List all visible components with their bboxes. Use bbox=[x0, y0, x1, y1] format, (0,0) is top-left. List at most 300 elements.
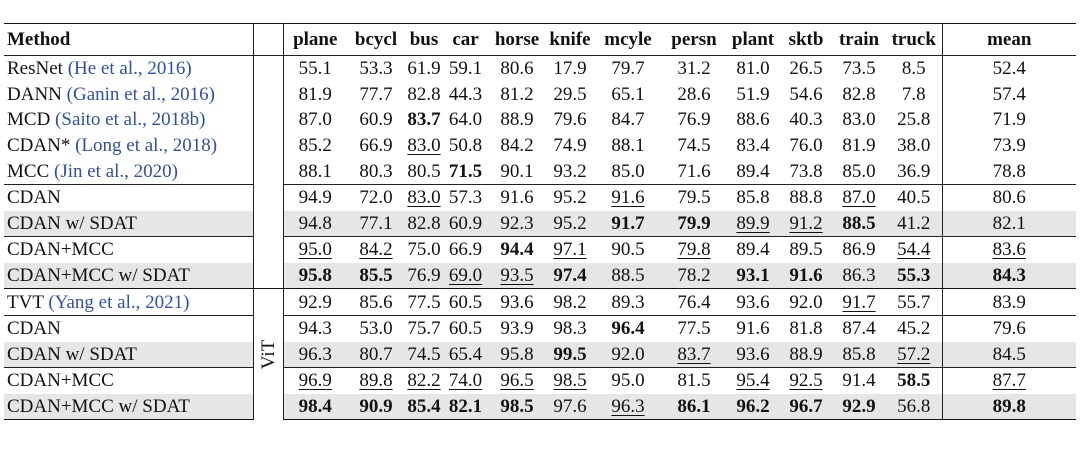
results-table bbox=[4, 23, 1076, 420]
score-cell-mcyle bbox=[594, 394, 662, 420]
score-cell-plant bbox=[726, 133, 780, 159]
score-value: 74.0 bbox=[448, 370, 483, 392]
score-value: 83.0 bbox=[407, 187, 441, 209]
score-value: 57.2 bbox=[897, 343, 931, 365]
score-cell-bcycl bbox=[347, 342, 405, 368]
score-cell-bcycl bbox=[347, 56, 405, 82]
score-cell-truck bbox=[886, 56, 942, 82]
table-row bbox=[4, 56, 1076, 82]
score-value: 41.2 bbox=[897, 212, 931, 234]
score-cell-mcyle bbox=[594, 133, 662, 159]
score-value: 60.9 bbox=[448, 212, 483, 234]
mean-cell bbox=[942, 263, 1076, 289]
score-cell-mcyle bbox=[594, 368, 662, 394]
score-cell-horse bbox=[488, 237, 546, 263]
column-header-truck: truck bbox=[886, 24, 942, 56]
score-value: 81.5 bbox=[677, 370, 711, 392]
mean-value: 52.4 bbox=[992, 58, 1026, 80]
score-cell-horse bbox=[488, 368, 546, 394]
table-row bbox=[4, 82, 1076, 108]
score-value: 93.5 bbox=[500, 265, 534, 287]
score-cell-train bbox=[832, 56, 886, 82]
score-value: 69.0 bbox=[448, 265, 483, 287]
score-cell-horse bbox=[488, 82, 546, 108]
score-value: 54.6 bbox=[789, 83, 823, 105]
score-value: 60.9 bbox=[359, 109, 393, 131]
score-cell-train bbox=[832, 289, 886, 316]
score-cell-bus bbox=[405, 315, 443, 341]
score-cell-sktb bbox=[780, 133, 832, 159]
score-value: 73.5 bbox=[842, 58, 876, 80]
score-value: 88.8 bbox=[789, 187, 823, 209]
mean-cell bbox=[942, 237, 1076, 263]
score-cell-car bbox=[443, 342, 488, 368]
method-name: CDAN+MCC bbox=[7, 239, 114, 261]
score-value: 93.6 bbox=[500, 291, 534, 313]
column-header-sktb: sktb bbox=[780, 24, 832, 56]
score-cell-bcycl bbox=[347, 82, 405, 108]
mean-cell bbox=[942, 158, 1076, 184]
score-value: 29.5 bbox=[553, 83, 587, 105]
method-cell bbox=[4, 211, 253, 237]
score-cell-mcyle bbox=[594, 263, 662, 289]
score-value: 89.8 bbox=[359, 370, 393, 392]
score-value: 91.6 bbox=[611, 187, 645, 209]
score-value: 76.4 bbox=[677, 291, 711, 313]
mean-value: 82.1 bbox=[992, 212, 1026, 234]
score-cell-plane bbox=[283, 263, 347, 289]
score-cell-bcycl bbox=[347, 368, 405, 394]
table-row bbox=[4, 263, 1076, 289]
score-value: 92.5 bbox=[789, 370, 823, 392]
score-cell-knife bbox=[546, 158, 594, 184]
score-value: 83.0 bbox=[407, 135, 441, 157]
score-cell-sktb bbox=[780, 56, 832, 82]
score-value: 56.8 bbox=[897, 396, 931, 418]
score-cell-plant bbox=[726, 368, 780, 394]
score-cell-bus bbox=[405, 263, 443, 289]
score-cell-plant bbox=[726, 184, 780, 210]
backbone-header bbox=[253, 24, 283, 56]
method-cell bbox=[4, 289, 253, 316]
score-value: 54.4 bbox=[897, 239, 931, 261]
score-value: 95.4 bbox=[736, 370, 770, 392]
method-name: CDAN bbox=[7, 318, 61, 340]
score-cell-bcycl bbox=[347, 263, 405, 289]
score-value: 98.5 bbox=[553, 370, 587, 392]
method-cell bbox=[4, 107, 253, 133]
score-cell-bcycl bbox=[347, 237, 405, 263]
score-cell-bus bbox=[405, 289, 443, 316]
score-value: 85.0 bbox=[611, 160, 645, 182]
score-cell-sktb bbox=[780, 342, 832, 368]
score-value: 87.0 bbox=[298, 109, 332, 131]
score-value: 82.1 bbox=[448, 396, 483, 418]
score-cell-car bbox=[443, 158, 488, 184]
score-cell-car bbox=[443, 56, 488, 82]
table-row bbox=[4, 394, 1076, 420]
score-cell-plant bbox=[726, 315, 780, 341]
score-value: 93.6 bbox=[736, 343, 770, 365]
column-header-car: car bbox=[443, 24, 488, 56]
score-value: 78.2 bbox=[677, 265, 711, 287]
method-cell bbox=[4, 158, 253, 184]
score-value: 91.6 bbox=[500, 187, 534, 209]
score-cell-plant bbox=[726, 237, 780, 263]
score-cell-plant bbox=[726, 342, 780, 368]
citation-link[interactable]: (Yang et al., 2021) bbox=[48, 291, 190, 313]
score-value: 74.9 bbox=[553, 135, 587, 157]
score-value: 60.5 bbox=[448, 318, 483, 340]
method-name: MCD bbox=[7, 109, 51, 131]
score-value: 8.5 bbox=[901, 58, 926, 80]
citation-link[interactable]: (He et al., 2016) bbox=[67, 58, 192, 80]
score-cell-persn bbox=[662, 263, 726, 289]
score-value: 95.2 bbox=[553, 212, 587, 234]
table-row bbox=[4, 107, 1076, 133]
score-cell-car bbox=[443, 394, 488, 420]
score-value: 92.9 bbox=[842, 396, 876, 418]
score-cell-plane bbox=[283, 289, 347, 316]
score-value: 36.9 bbox=[897, 160, 931, 182]
score-value: 74.5 bbox=[677, 135, 711, 157]
score-cell-bcycl bbox=[347, 107, 405, 133]
table-row bbox=[4, 342, 1076, 368]
score-value: 81.9 bbox=[842, 135, 876, 157]
score-value: 65.4 bbox=[448, 343, 483, 365]
score-cell-mcyle bbox=[594, 237, 662, 263]
mean-cell bbox=[942, 368, 1076, 394]
method-cell bbox=[4, 263, 253, 289]
score-cell-horse bbox=[488, 184, 546, 210]
table-row bbox=[4, 315, 1076, 341]
score-cell-plant bbox=[726, 158, 780, 184]
score-value: 88.1 bbox=[611, 135, 645, 157]
score-value: 77.7 bbox=[359, 83, 393, 105]
score-cell-plane bbox=[283, 133, 347, 159]
score-cell-knife bbox=[546, 237, 594, 263]
score-value: 71.5 bbox=[448, 160, 483, 182]
mean-cell bbox=[942, 184, 1076, 210]
score-cell-horse bbox=[488, 107, 546, 133]
table-row bbox=[4, 289, 1076, 316]
score-cell-bus bbox=[405, 368, 443, 394]
score-value: 96.4 bbox=[611, 318, 645, 340]
score-value: 92.0 bbox=[611, 343, 645, 365]
score-value: 57.3 bbox=[448, 187, 483, 209]
citation-link[interactable]: (Jin et al., 2020) bbox=[54, 160, 179, 182]
score-value: 98.5 bbox=[500, 396, 534, 418]
score-cell-sktb bbox=[780, 82, 832, 108]
score-cell-plane bbox=[283, 184, 347, 210]
score-cell-sktb bbox=[780, 394, 832, 420]
backbone-cell bbox=[253, 289, 283, 420]
score-value: 93.6 bbox=[736, 291, 770, 313]
score-cell-bcycl bbox=[347, 184, 405, 210]
score-value: 84.2 bbox=[500, 135, 534, 157]
score-value: 89.4 bbox=[736, 239, 770, 261]
method-name: CDAN w/ SDAT bbox=[7, 212, 137, 234]
score-value: 76.9 bbox=[677, 109, 711, 131]
mean-value: 84.3 bbox=[992, 265, 1026, 287]
score-value: 95.0 bbox=[298, 239, 332, 261]
score-value: 28.6 bbox=[677, 83, 711, 105]
score-cell-bus bbox=[405, 133, 443, 159]
score-value: 66.9 bbox=[448, 239, 483, 261]
score-cell-plane bbox=[283, 158, 347, 184]
score-value: 92.9 bbox=[298, 291, 332, 313]
score-value: 40.5 bbox=[897, 187, 931, 209]
mean-value: 83.6 bbox=[992, 239, 1026, 261]
score-cell-train bbox=[832, 315, 886, 341]
score-value: 76.0 bbox=[789, 135, 823, 157]
score-value: 85.0 bbox=[842, 160, 876, 182]
score-value: 7.8 bbox=[901, 83, 926, 105]
score-cell-horse bbox=[488, 289, 546, 316]
score-value: 82.8 bbox=[407, 212, 441, 234]
score-value: 95.8 bbox=[500, 343, 534, 365]
score-value: 87.0 bbox=[842, 187, 876, 209]
score-cell-plant bbox=[726, 56, 780, 82]
score-cell-mcyle bbox=[594, 315, 662, 341]
method-cell bbox=[4, 82, 253, 108]
score-cell-truck bbox=[886, 158, 942, 184]
score-cell-train bbox=[832, 133, 886, 159]
score-value: 55.3 bbox=[897, 265, 931, 287]
score-value: 79.9 bbox=[677, 212, 711, 234]
score-cell-truck bbox=[886, 315, 942, 341]
score-value: 93.1 bbox=[736, 265, 770, 287]
score-value: 77.1 bbox=[359, 212, 393, 234]
score-value: 40.3 bbox=[789, 109, 823, 131]
score-value: 85.6 bbox=[359, 291, 393, 313]
score-value: 96.3 bbox=[611, 396, 645, 418]
score-cell-plant bbox=[726, 263, 780, 289]
score-cell-bus bbox=[405, 237, 443, 263]
table-row bbox=[4, 133, 1076, 159]
score-cell-knife bbox=[546, 56, 594, 82]
score-cell-sktb bbox=[780, 289, 832, 316]
score-cell-knife bbox=[546, 133, 594, 159]
citation-link[interactable]: (Saito et al., 2018b) bbox=[55, 109, 206, 131]
score-cell-car bbox=[443, 184, 488, 210]
citation-link[interactable]: (Long et al., 2018) bbox=[75, 135, 218, 157]
score-value: 89.3 bbox=[611, 291, 645, 313]
mean-value: 78.8 bbox=[992, 160, 1026, 182]
score-cell-persn bbox=[662, 56, 726, 82]
score-cell-mcyle bbox=[594, 56, 662, 82]
score-value: 84.2 bbox=[359, 239, 393, 261]
score-cell-plant bbox=[726, 82, 780, 108]
mean-value: 80.6 bbox=[992, 187, 1026, 209]
score-value: 74.5 bbox=[407, 343, 441, 365]
score-cell-knife bbox=[546, 107, 594, 133]
score-value: 86.1 bbox=[677, 396, 711, 418]
column-header-plant: plant bbox=[726, 24, 780, 56]
table-row bbox=[4, 368, 1076, 394]
score-cell-truck bbox=[886, 342, 942, 368]
score-value: 95.8 bbox=[298, 265, 332, 287]
method-name: MCC bbox=[7, 160, 50, 182]
score-value: 80.5 bbox=[407, 160, 441, 182]
mean-cell bbox=[942, 342, 1076, 368]
score-value: 71.6 bbox=[677, 160, 711, 182]
mean-header: mean bbox=[942, 24, 1076, 56]
score-value: 91.7 bbox=[842, 291, 876, 313]
table-row bbox=[4, 237, 1076, 263]
score-cell-plane bbox=[283, 56, 347, 82]
method-name: CDAN+MCC w/ SDAT bbox=[7, 396, 190, 418]
score-value: 77.5 bbox=[677, 318, 711, 340]
score-value: 96.7 bbox=[789, 396, 823, 418]
column-header-persn: persn bbox=[662, 24, 726, 56]
score-value: 92.3 bbox=[500, 212, 534, 234]
score-value: 82.2 bbox=[407, 370, 441, 392]
score-value: 55.7 bbox=[897, 291, 931, 313]
score-cell-train bbox=[832, 342, 886, 368]
score-cell-plane bbox=[283, 368, 347, 394]
score-value: 92.0 bbox=[789, 291, 823, 313]
score-value: 88.5 bbox=[611, 265, 645, 287]
score-value: 88.5 bbox=[842, 212, 876, 234]
score-value: 79.7 bbox=[611, 58, 645, 80]
score-value: 66.9 bbox=[359, 135, 393, 157]
score-cell-mcyle bbox=[594, 107, 662, 133]
backbone-cell bbox=[253, 56, 283, 289]
score-cell-car bbox=[443, 368, 488, 394]
score-value: 94.9 bbox=[298, 187, 332, 209]
citation-link[interactable]: (Ganin et al., 2016) bbox=[66, 83, 215, 105]
score-cell-bcycl bbox=[347, 394, 405, 420]
score-value: 76.9 bbox=[407, 265, 441, 287]
score-cell-car bbox=[443, 315, 488, 341]
method-name: CDAN w/ SDAT bbox=[7, 343, 137, 365]
score-value: 98.3 bbox=[553, 318, 587, 340]
method-cell bbox=[4, 315, 253, 341]
score-cell-bus bbox=[405, 107, 443, 133]
score-cell-truck bbox=[886, 211, 942, 237]
score-value: 45.2 bbox=[897, 318, 931, 340]
score-cell-horse bbox=[488, 56, 546, 82]
score-value: 90.5 bbox=[611, 239, 645, 261]
score-value: 93.2 bbox=[553, 160, 587, 182]
method-cell bbox=[4, 394, 253, 420]
score-value: 96.3 bbox=[298, 343, 332, 365]
method-cell bbox=[4, 133, 253, 159]
score-value: 90.9 bbox=[359, 396, 393, 418]
score-value: 96.2 bbox=[736, 396, 770, 418]
score-value: 91.6 bbox=[736, 318, 770, 340]
score-cell-train bbox=[832, 394, 886, 420]
score-cell-horse bbox=[488, 342, 546, 368]
score-value: 83.4 bbox=[736, 135, 770, 157]
score-value: 91.6 bbox=[789, 265, 823, 287]
score-value: 31.2 bbox=[677, 58, 711, 80]
score-value: 97.6 bbox=[553, 396, 587, 418]
column-header-knife: knife bbox=[546, 24, 594, 56]
score-value: 93.9 bbox=[500, 318, 534, 340]
score-value: 85.8 bbox=[842, 343, 876, 365]
score-cell-truck bbox=[886, 368, 942, 394]
score-value: 80.7 bbox=[359, 343, 393, 365]
backbone-label: ViT bbox=[257, 339, 279, 370]
score-value: 61.9 bbox=[407, 58, 441, 80]
score-cell-sktb bbox=[780, 368, 832, 394]
score-cell-persn bbox=[662, 82, 726, 108]
score-value: 26.5 bbox=[789, 58, 823, 80]
mean-value: 73.9 bbox=[992, 135, 1026, 157]
score-cell-car bbox=[443, 107, 488, 133]
method-cell bbox=[4, 56, 253, 82]
score-cell-bus bbox=[405, 184, 443, 210]
score-cell-car bbox=[443, 211, 488, 237]
score-value: 84.7 bbox=[611, 109, 645, 131]
method-name: CDAN+MCC bbox=[7, 370, 114, 392]
score-value: 85.4 bbox=[407, 396, 441, 418]
score-cell-train bbox=[832, 184, 886, 210]
score-cell-sktb bbox=[780, 263, 832, 289]
method-cell bbox=[4, 237, 253, 263]
score-value: 89.9 bbox=[736, 212, 770, 234]
score-cell-horse bbox=[488, 133, 546, 159]
score-cell-plane bbox=[283, 82, 347, 108]
score-value: 96.9 bbox=[298, 370, 332, 392]
mean-cell bbox=[942, 315, 1076, 341]
score-cell-sktb bbox=[780, 107, 832, 133]
score-value: 82.8 bbox=[842, 83, 876, 105]
score-cell-persn bbox=[662, 158, 726, 184]
score-cell-bcycl bbox=[347, 158, 405, 184]
score-value: 88.1 bbox=[298, 160, 332, 182]
score-value: 58.5 bbox=[897, 370, 931, 392]
mean-cell bbox=[942, 133, 1076, 159]
score-cell-knife bbox=[546, 82, 594, 108]
score-value: 81.0 bbox=[736, 58, 770, 80]
score-value: 90.1 bbox=[500, 160, 534, 182]
score-value: 79.5 bbox=[677, 187, 711, 209]
score-cell-train bbox=[832, 263, 886, 289]
mean-value: 84.5 bbox=[992, 343, 1026, 365]
score-value: 75.0 bbox=[407, 239, 441, 261]
score-value: 94.4 bbox=[500, 239, 534, 261]
score-cell-train bbox=[832, 368, 886, 394]
score-value: 91.4 bbox=[842, 370, 876, 392]
score-value: 94.8 bbox=[298, 212, 332, 234]
score-cell-bus bbox=[405, 82, 443, 108]
score-value: 59.1 bbox=[448, 58, 483, 80]
score-cell-knife bbox=[546, 368, 594, 394]
score-cell-plane bbox=[283, 211, 347, 237]
header-row bbox=[4, 24, 1076, 56]
column-header-plane: plane bbox=[283, 24, 347, 56]
score-cell-plant bbox=[726, 107, 780, 133]
score-cell-bcycl bbox=[347, 211, 405, 237]
score-cell-knife bbox=[546, 184, 594, 210]
score-value: 79.8 bbox=[677, 239, 711, 261]
score-cell-horse bbox=[488, 315, 546, 341]
score-cell-train bbox=[832, 107, 886, 133]
score-cell-mcyle bbox=[594, 82, 662, 108]
score-cell-bus bbox=[405, 158, 443, 184]
score-cell-train bbox=[832, 158, 886, 184]
score-cell-knife bbox=[546, 342, 594, 368]
score-value: 73.8 bbox=[789, 160, 823, 182]
method-cell bbox=[4, 368, 253, 394]
score-cell-plant bbox=[726, 289, 780, 316]
score-cell-persn bbox=[662, 394, 726, 420]
score-cell-bus bbox=[405, 56, 443, 82]
mean-value: 71.9 bbox=[992, 109, 1026, 131]
